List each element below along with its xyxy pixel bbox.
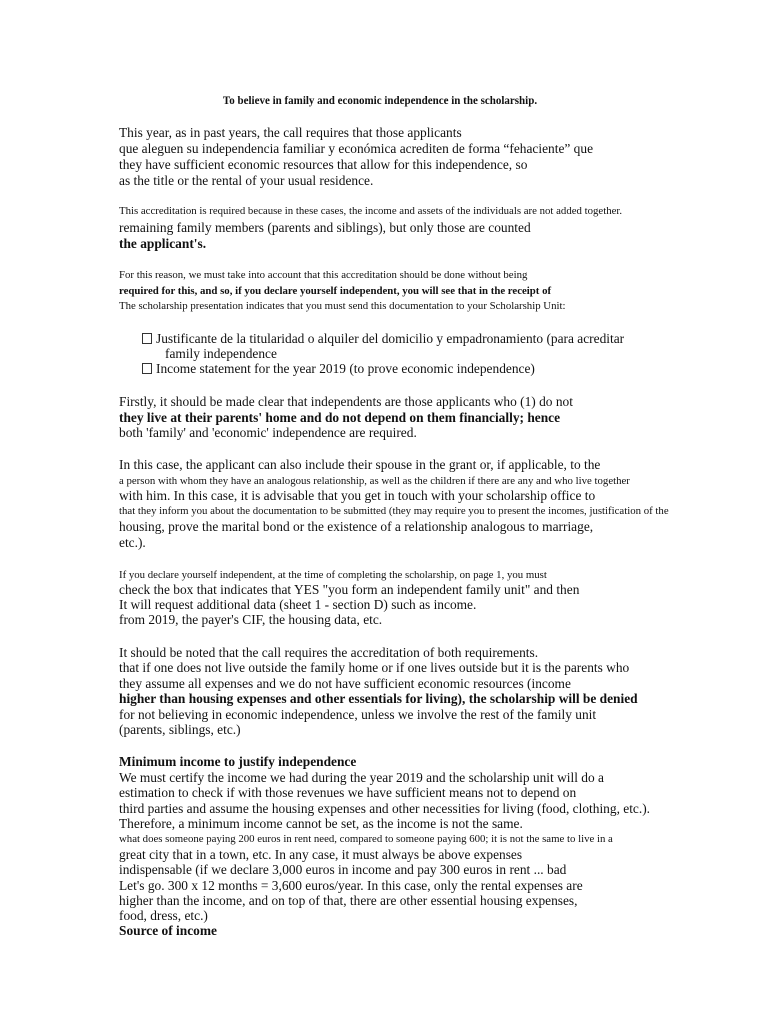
paragraph-line: This accreditation is required because in these cases, the income and assets of the individuals are not added together. (119, 205, 623, 217)
paragraph-line: Let's go. 300 x 12 months = 3,600 euros/year. In this case, only the rental expenses are (119, 878, 583, 893)
list-item-continuation: family independence (165, 346, 277, 361)
paragraph-line: If you declare yourself independent, at the time of completing the scholarship, on page 1, you must (119, 569, 547, 581)
paragraph-line: the applicant's. (119, 236, 207, 251)
paragraph-line: remaining family members (parents and siblings), but only those are counted (119, 220, 531, 235)
paragraph-line: housing, prove the marital bond or the existence of a relationship analogous to marriage, (119, 519, 594, 534)
paragraph-line: as the title or the rental of your usual residence. (119, 173, 374, 188)
paragraph-line: For this reason, we must take into account that this accreditation should be done without being (119, 269, 528, 281)
list-item-text: Justificante de la titularidad o alquiler del domicilio y empadronamiento (para acreditar (156, 331, 625, 346)
paragraph-line: Firstly, it should be made clear that independents are those applicants who (1) do not (119, 394, 573, 409)
paragraph-line: they have sufficient economic resources that allow for this independence, so (119, 157, 528, 172)
paragraph-line: that if one does not live outside the family home or if one lives outside but it is the parents who (119, 660, 630, 675)
paragraph-line: indispensable (if we declare 3,000 euros in income and pay 300 euros in rent ... bad (119, 862, 567, 877)
paragraph-line: It will request additional data (sheet 1 - section D) such as income. (119, 597, 477, 612)
paragraph-line: with him. In this case, it is advisable that you get in touch with your scholarship office to (119, 488, 596, 503)
paragraph-line: they live at their parents' home and do not depend on them financially; hence (119, 410, 561, 425)
paragraph-line: great city that in a town, etc. In any case, it must always be above expenses (119, 847, 523, 862)
paragraph-line: higher than housing expenses and other essentials for living), the scholarship will be denied (119, 691, 638, 706)
paragraph-line: they assume all expenses and we do not have sufficient economic resources (income (119, 676, 571, 691)
paragraph-line: what does someone paying 200 euros in rent need, compared to someone paying 600; it is not the same to live in a (119, 833, 613, 845)
paragraph-line: that they inform you about the documentation to be submitted (they may require you to present the incomes, justification of the (119, 505, 669, 517)
paragraph-line: (parents, siblings, etc.) (119, 722, 241, 737)
paragraph-line: higher than the income, and on top of that, there are other essential housing expenses, (119, 893, 578, 908)
paragraph-line: check the box that indicates that YES "you form an independent family unit" and then (119, 582, 580, 597)
paragraph-line: from 2019, the payer's CIF, the housing data, etc. (119, 612, 383, 627)
paragraph-line: third parties and assume the housing expenses and other necessities for living (food, clothing, etc.). (119, 801, 651, 816)
list-item (142, 361, 535, 377)
section-heading: Minimum income to justify independence (119, 754, 357, 769)
paragraph-line: It should be noted that the call requires the accreditation of both requirements. (119, 645, 539, 660)
paragraph-line: etc.). (119, 535, 146, 550)
section-heading: Source of income (119, 923, 217, 938)
paragraph-line: We must certify the income we had during the year 2019 and the scholarship unit will do a (119, 770, 604, 785)
document-title: To believe in family and economic independence in the scholarship. (222, 95, 538, 107)
paragraph-line: food, dress, etc.) (119, 908, 208, 923)
paragraph-line: for not believing in economic independence, unless we involve the rest of the family unit (119, 707, 597, 722)
paragraph-line: a person with whom they have an analogous relationship, as well as the children if there are any and who live together (119, 475, 630, 487)
paragraph-line: both 'family' and 'economic' independence are required. (119, 425, 417, 440)
list-item (142, 331, 624, 347)
paragraph-line: The scholarship presentation indicates that you must send this documentation to your Scholarship Unit: (119, 300, 566, 312)
checkbox-icon (142, 363, 152, 374)
paragraph-line: This year, as in past years, the call requires that those applicants (119, 125, 462, 140)
paragraph-line: que aleguen su independencia familiar y económica acrediten de forma “fehaciente” que (119, 141, 594, 156)
paragraph-line: required for this, and so, if you declare yourself independent, you will see that in the receipt of (119, 285, 552, 297)
paragraph-line: estimation to check if with those revenues we have sufficient means not to depend on (119, 785, 577, 800)
checkbox-icon (142, 333, 152, 344)
paragraph-line: Therefore, a minimum income cannot be set, as the income is not the same. (119, 816, 523, 831)
list-item-text: Income statement for the year 2019 (to prove economic independence) (156, 361, 535, 376)
paragraph-line: In this case, the applicant can also include their spouse in the grant or, if applicable, to the (119, 457, 601, 472)
